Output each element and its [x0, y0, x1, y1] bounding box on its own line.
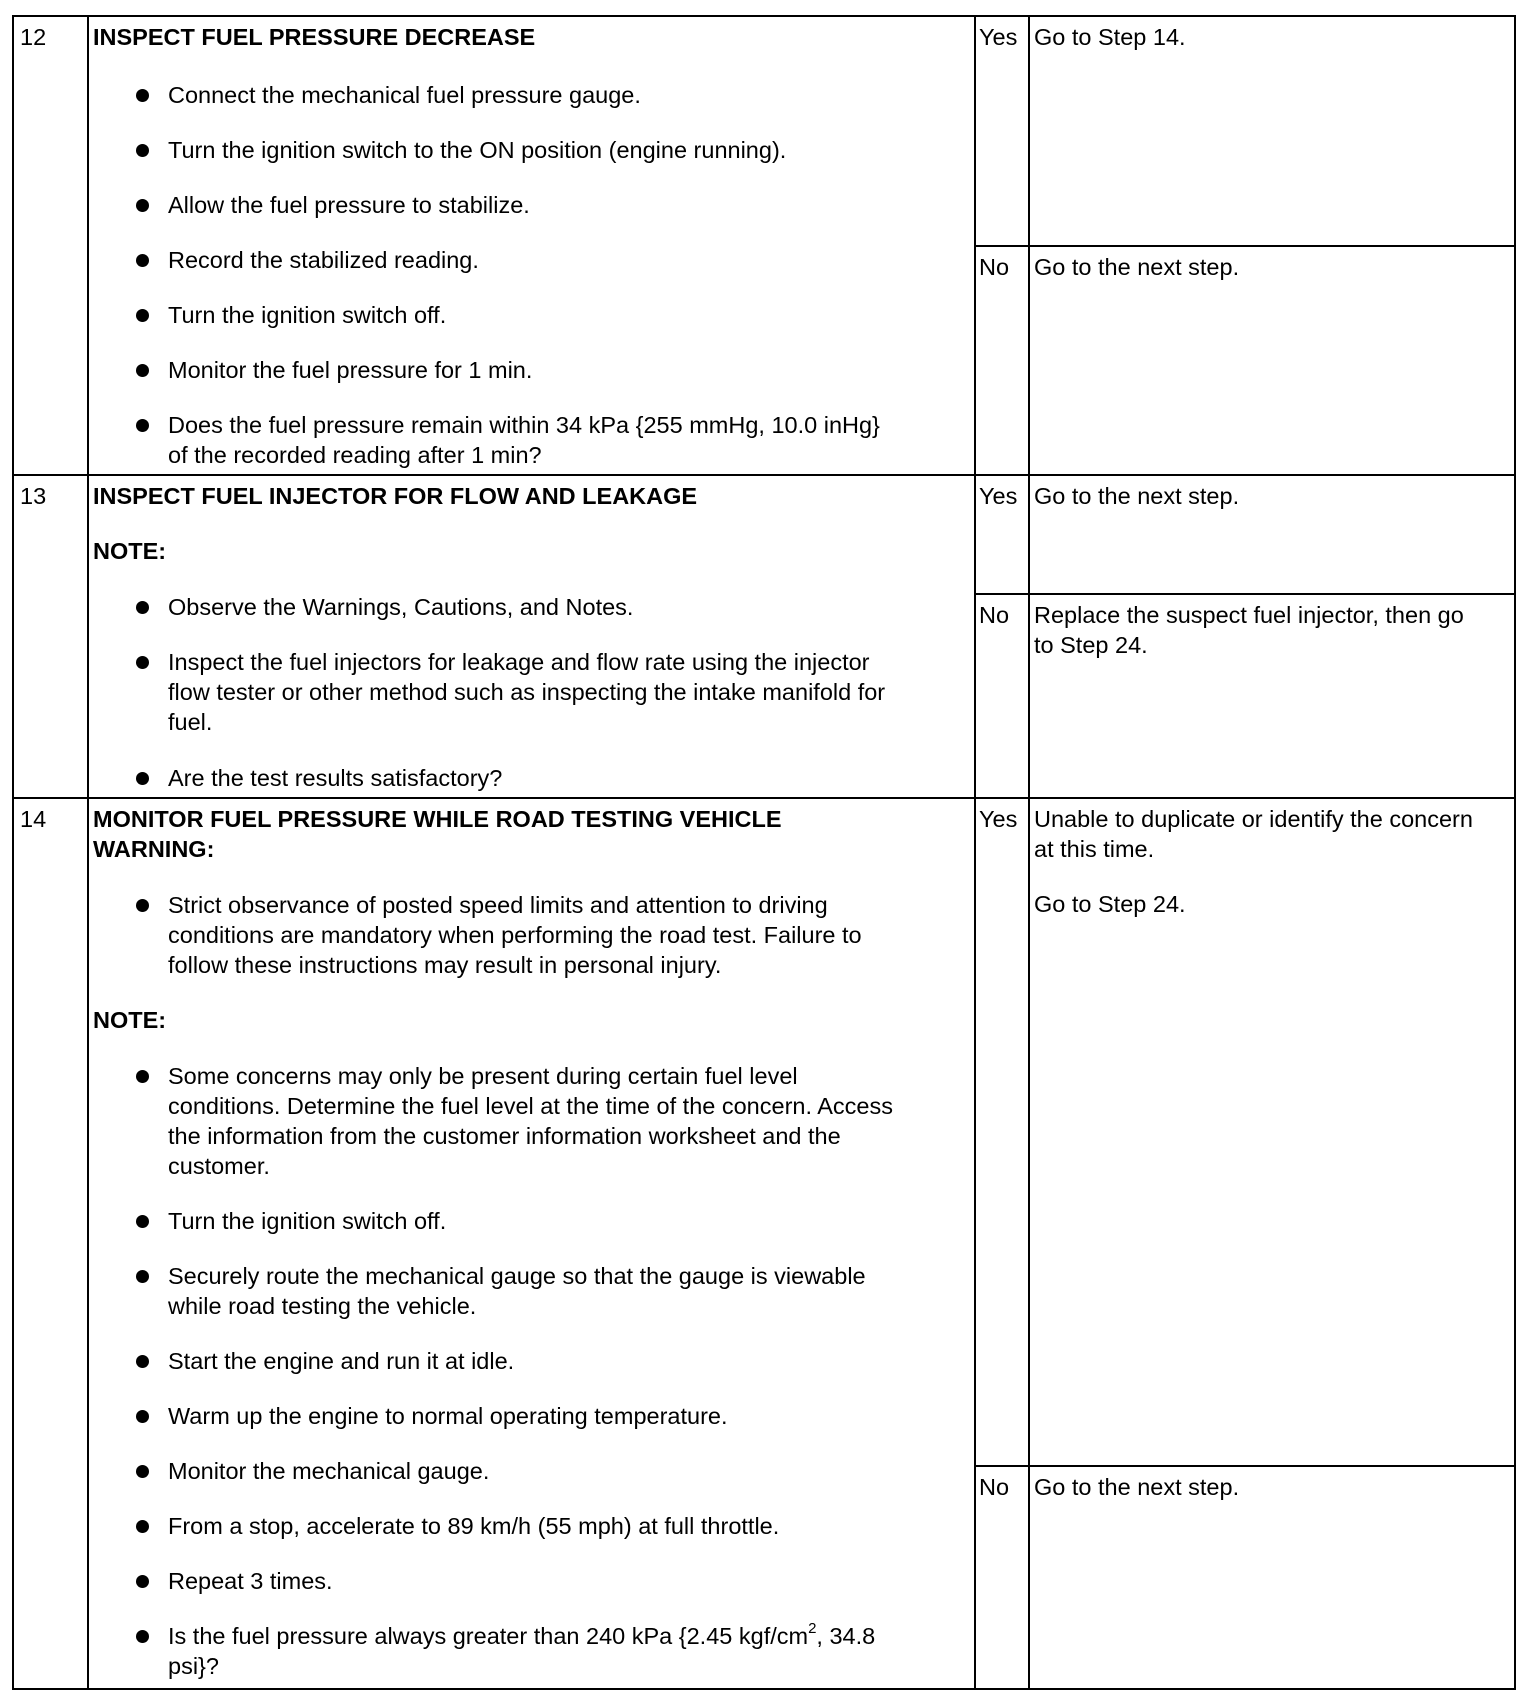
- bullet-icon: [136, 1465, 149, 1478]
- step-title: MONITOR FUEL PRESSURE WHILE ROAD TESTING VEHICLE: [93, 806, 782, 832]
- bullet-icon: [136, 1630, 149, 1643]
- no-label: No: [979, 254, 1010, 280]
- bullet-text: Monitor the fuel pressure for 1 min.: [168, 357, 533, 383]
- bullet-text: Inspect the fuel injectors for leakage and flow rate using the injector: [168, 649, 870, 675]
- bullet-text: From a stop, accelerate to 89 km/h (55 mph) at full throttle.: [168, 1513, 780, 1539]
- no-label: No: [979, 1474, 1010, 1500]
- step-title: INSPECT FUEL PRESSURE DECREASE: [93, 24, 536, 50]
- bullet-text: Strict observance of posted speed limits and attention to driving: [168, 892, 828, 918]
- bullet-icon: [136, 199, 149, 212]
- row-divider: [12, 797, 1516, 799]
- yes-action: Go to the next step.: [1034, 483, 1240, 509]
- bullet-text: Turn the ignition switch to the ON position (engine running).: [168, 137, 787, 163]
- bullet-text: the information from the customer information worksheet and the: [168, 1123, 841, 1149]
- bullet-text: customer.: [168, 1153, 270, 1179]
- bullet-text: Allow the fuel pressure to stabilize.: [168, 192, 530, 218]
- bullet-icon: [136, 309, 149, 322]
- column-divider: [974, 15, 976, 1690]
- bullet-icon: [136, 1215, 149, 1228]
- column-divider: [1028, 15, 1030, 1690]
- row-divider: [12, 474, 1516, 476]
- bullet-icon: [136, 254, 149, 267]
- bullet-icon: [136, 601, 149, 614]
- bullet-text: Securely route the mechanical gauge so that the gauge is viewable: [168, 1263, 866, 1289]
- bullet-icon: [136, 772, 149, 785]
- bullet-text: psi}?: [168, 1653, 219, 1679]
- bullet-text: Turn the ignition switch off.: [168, 302, 447, 328]
- bullet-text: Are the test results satisfactory?: [168, 765, 503, 791]
- note-label: NOTE:: [93, 538, 167, 564]
- bullet-icon: [136, 1270, 149, 1283]
- yes-no-divider: [974, 245, 1516, 247]
- bullet-text: while road testing the vehicle.: [168, 1293, 477, 1319]
- bullet-text-part: , 34.8: [816, 1623, 876, 1649]
- bullet-text: Start the engine and run it at idle.: [168, 1348, 515, 1374]
- yes-action: at this time.: [1034, 836, 1155, 862]
- bullet-text: Monitor the mechanical gauge.: [168, 1458, 490, 1484]
- yes-no-divider: [974, 593, 1516, 595]
- bullet-text: flow tester or other method such as inspecting the intake manifold for: [168, 679, 886, 705]
- bullet-text: fuel.: [168, 709, 213, 735]
- no-action: to Step 24.: [1034, 632, 1148, 658]
- bullet-icon: [136, 1575, 149, 1588]
- step-title: INSPECT FUEL INJECTOR FOR FLOW AND LEAKAGE: [93, 483, 698, 509]
- yes-label: Yes: [979, 806, 1018, 832]
- bullet-text: conditions. Determine the fuel level at the time of the concern. Access: [168, 1093, 893, 1119]
- yes-action: Unable to duplicate or identify the concern: [1034, 806, 1473, 832]
- no-label: No: [979, 602, 1010, 628]
- note-label: NOTE:: [93, 1007, 167, 1033]
- bullet-text: follow these instructions may result in personal injury.: [168, 952, 722, 978]
- no-action: Go to the next step.: [1034, 1474, 1240, 1500]
- warning-label: WARNING:: [93, 836, 215, 862]
- yes-action: Go to Step 14.: [1034, 24, 1186, 50]
- bullet-icon: [136, 656, 149, 669]
- bullet-icon: [136, 899, 149, 912]
- bullet-text: Observe the Warnings, Cautions, and Notes.: [168, 594, 634, 620]
- bullet-text-part: Is the fuel pressure always greater than 240 kPa {2.45 kgf/cm: [168, 1623, 809, 1649]
- bullet-text: Warm up the engine to normal operating temperature.: [168, 1403, 728, 1429]
- bullet-icon: [136, 364, 149, 377]
- yes-no-divider: [974, 1465, 1516, 1467]
- bullet-text: Connect the mechanical fuel pressure gauge.: [168, 82, 641, 108]
- step-number: 13: [20, 483, 47, 509]
- bullet-icon: [136, 144, 149, 157]
- yes-label: Yes: [979, 483, 1018, 509]
- bullet-text: Does the fuel pressure remain within 34 kPa {255 mmHg, 10.0 inHg}: [168, 412, 880, 438]
- yes-label: Yes: [979, 24, 1018, 50]
- yes-action: Go to Step 24.: [1034, 891, 1186, 917]
- bullet-text: conditions are mandatory when performing the road test. Failure to: [168, 922, 862, 948]
- bullet-text: Turn the ignition switch off.: [168, 1208, 447, 1234]
- bullet-text: Record the stabilized reading.: [168, 247, 479, 273]
- no-action: Replace the suspect fuel injector, then go: [1034, 602, 1464, 628]
- bullet-icon: [136, 1070, 149, 1083]
- bullet-text: Some concerns may only be present during certain fuel level: [168, 1063, 798, 1089]
- bullet-icon: [136, 89, 149, 102]
- step-number: 14: [20, 806, 47, 832]
- superscript: 2: [808, 1620, 817, 1638]
- no-action: Go to the next step.: [1034, 254, 1240, 280]
- bullet-icon: [136, 1520, 149, 1533]
- bullet-icon: [136, 1355, 149, 1368]
- column-divider: [87, 15, 89, 1690]
- bullet-icon: [136, 1410, 149, 1423]
- bullet-text: of the recorded reading after 1 min?: [168, 442, 542, 468]
- bullet-icon: [136, 419, 149, 432]
- bullet-text: [168, 1621, 875, 1651]
- step-number: 12: [20, 24, 47, 50]
- bullet-text: Repeat 3 times.: [168, 1568, 333, 1594]
